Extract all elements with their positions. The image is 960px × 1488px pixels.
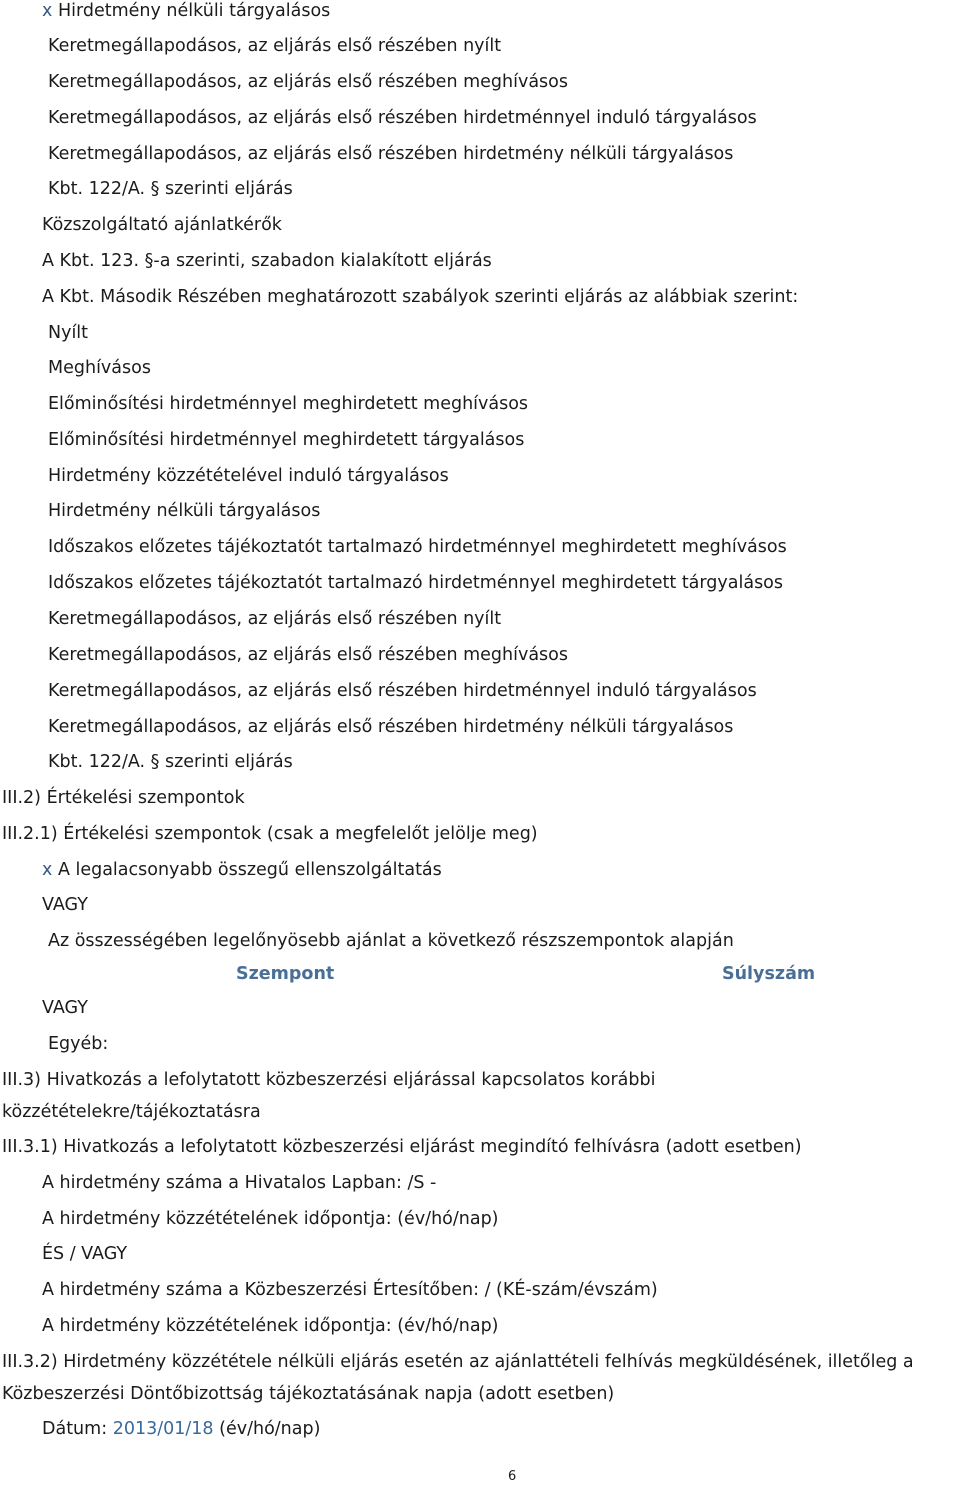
section-3-3-1-heading: III.3.1) Hivatkozás a lefolytatott közbeszerzési eljárást megindító felhívásra (adott esetben) [2,1137,802,1157]
top-list-item-3: Keretmegállapodásos, az eljárás első részében hirdetménnyel induló tárgyalásos [48,108,757,128]
top-list-item-0: x Hirdetmény nélküli tárgyalásos [42,1,331,21]
utility-item-10: Keretmegállapodásos, az eljárás első részében hirdetménnyel induló tárgyalásos [48,681,757,701]
utility-kbt-second: A Kbt. Második Részében meghatározott szabályok szerinti eljárás az alábbiak szerint: [42,287,799,307]
utility-item-1: Meghívásos [48,358,151,378]
utility-item-5: Hirdetmény nélküli tárgyalásos [48,501,321,521]
utility-item-8: Keretmegállapodásos, az eljárás első részében nyílt [48,609,502,629]
utility-item-2: Előminősítési hirdetménnyel meghirdetett meghívásos [48,394,529,414]
top-list-item-1: Keretmegállapodásos, az eljárás első részében nyílt [48,36,502,56]
date-line [42,1418,320,1440]
publication-date-2: A hirdetmény közzétételének időpontja: (év/hó/nap) [42,1316,499,1336]
utility-heading: Közszolgáltató ajánlatkérők [42,215,282,235]
utility-item-9: Keretmegállapodásos, az eljárás első részében meghívásos [48,645,568,665]
section-3-3-heading-line1: III.3) Hivatkozás a lefolytatott közbeszerzési eljárással kapcsolatos korábbi [2,1070,656,1090]
utility-item-11: Keretmegállapodásos, az eljárás első részében hirdetmény nélküli tárgyalásos [48,717,734,737]
top-list-item-2: Keretmegállapodásos, az eljárás első részében meghívásos [48,72,568,92]
criterion-column-header: Szempont [236,964,335,984]
page-number: 6 [508,1469,517,1484]
lowest-price-option: x A legalacsonyabb összegű ellenszolgáltatás [42,860,442,880]
and-or-label: ÉS / VAGY [42,1244,128,1264]
publication-date-1: A hirdetmény közzétételének időpontja: (év/hó/nap) [42,1209,499,1229]
top-list-item-4: Keretmegállapodásos, az eljárás első részében hirdetmény nélküli tárgyalásos [48,144,734,164]
checked-mark: x [42,1,53,21]
checked-mark: x [42,860,53,880]
section-3-2-heading: III.2) Értékelési szempontok [2,788,245,808]
section-3-3-heading-line2: közzétételekre/tájékoztatásra [2,1102,261,1122]
or-label-1: VAGY [42,895,88,915]
best-value-option: Az összességében legelőnyösebb ajánlat a következő részszempontok alapján [48,931,734,951]
utility-item-12: Kbt. 122/A. § szerinti eljárás [48,752,293,772]
utility-item-3: Előminősítési hirdetménnyel meghirdetett tárgyalásos [48,430,525,450]
date-label: Dátum: [42,1419,108,1439]
utility-item-0: Nyílt [48,323,89,343]
utility-kbt123: A Kbt. 123. §-a szerinti, szabadon kialakított eljárás [42,251,492,271]
official-journal-number: A hirdetmény száma a Hivatalos Lapban: /S - [42,1173,437,1193]
utility-item-7: Időszakos előzetes tájékoztatót tartalmazó hirdetménnyel meghirdetett tárgyalásos [48,573,784,593]
date-format: (év/hó/nap) [219,1419,321,1439]
section-3-3-2-heading-line2: Közbeszerzési Döntőbizottság tájékoztatásának napja (adott esetben) [2,1384,615,1404]
utility-item-6: Időszakos előzetes tájékoztatót tartalmazó hirdetménnyel meghirdetett meghívásos [48,537,787,557]
section-3-3-2-heading-line1: III.3.2) Hirdetmény közzététele nélküli eljárás esetén az ajánlattételi felhívás megküldésének, illetőleg a [2,1352,914,1372]
or-label-2: VAGY [42,998,88,1018]
weight-column-header: Súlyszám [722,964,816,984]
bulletin-number: A hirdetmény száma a Közbeszerzési Értesítőben: / (KÉ-szám/évszám) [42,1280,658,1300]
top-list-item-5: Kbt. 122/A. § szerinti eljárás [48,179,293,199]
other-option: Egyéb: [48,1034,109,1054]
utility-item-4: Hirdetmény közzétételével induló tárgyalásos [48,466,449,486]
date-value: 2013/01/18 [112,1419,214,1439]
section-3-2-1-heading: III.2.1) Értékelési szempontok (csak a megfelelőt jelölje meg) [2,824,538,844]
